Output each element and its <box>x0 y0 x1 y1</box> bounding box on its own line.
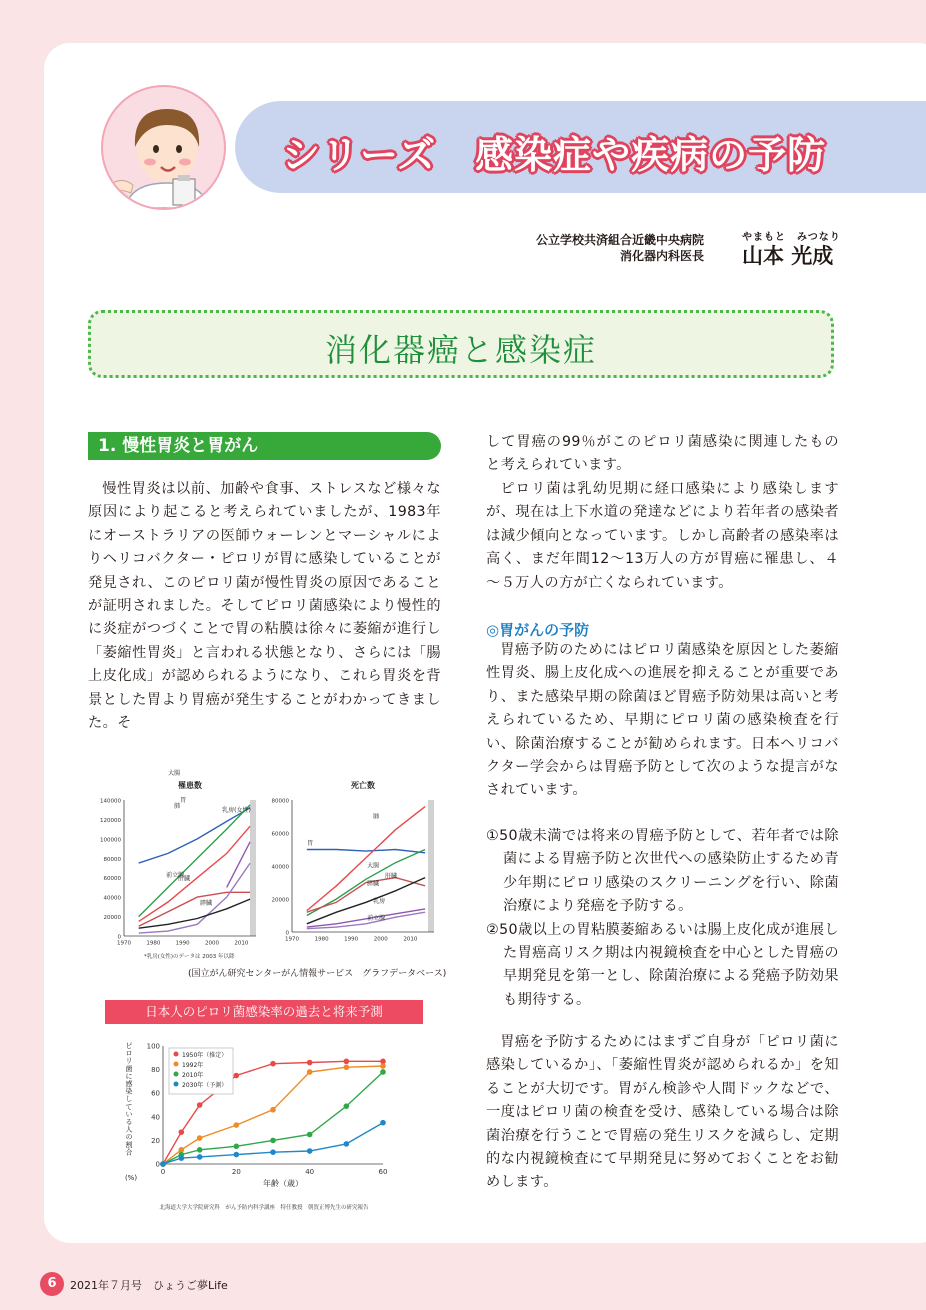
x-tick-label: 1980 <box>146 940 161 947</box>
body-paragraph-3: ピロリ菌は乳幼児期に経口感染により感染しますが、現在は上下水道の発達などにより若年者の感染者は減少傾向となっています。しかし高齢者の感染率は高く、まだ年間12～13万人の方が胃癌に罹患し、４～５万人の方が亡くなられています。 <box>486 481 839 591</box>
list-item: ②50歳以上の胃粘膜萎縮あるいは腸上皮化成が進展した胃癌高リスク期は内視鏡検査を中心とした胃癌の早期発見を第一とし、除菌治療による発癌予防効果も期待する。 <box>486 921 839 1008</box>
data-point <box>270 1149 276 1155</box>
y-tick-label: 80000 <box>103 856 121 863</box>
series-label: 膵臓 <box>367 880 380 888</box>
data-point <box>197 1135 203 1141</box>
topic-box <box>88 310 834 378</box>
series-line <box>139 805 250 917</box>
x-tick-label: 1990 <box>344 936 359 943</box>
affiliation-hospital: 公立学校共済組合近畿中央病院 <box>535 233 704 247</box>
y-axis-unit: (%) <box>124 1174 138 1182</box>
data-point <box>380 1120 386 1126</box>
series-label: 前立腺 <box>367 915 386 923</box>
body-paragraph-5: 胃癌を予防するためにはまずご自身が「ピロリ菌に感染しているか」、「萎縮性胃炎が認められるか」を知ることが大切です。胃がん検診や人間ドックなどで、一度はピロリ菌の検査を受け、感染している場合は除菌治療を行うことで胃癌の発生リスクを減らし、定期的な内視鏡検査にて早期発見に努めておくことをお勧めします。 <box>486 1034 839 1191</box>
data-point <box>380 1063 386 1069</box>
legend-swatch <box>174 1082 179 1087</box>
x-axis-label: 年齢（歳） <box>263 1179 303 1188</box>
list-item: ①50歳未満では将来の胃癌予防として、若年者では除菌による胃癌予防と次世代への感染防止するため青少年期にピロリ感染のスクリーニングを行い、除菌治療により発癌を予防する。 <box>486 828 839 915</box>
footer-issue: 2021年７月号 ひょうご夢Life <box>70 1279 228 1292</box>
latest-period-shade <box>250 800 256 936</box>
chart-svg <box>105 1026 423 1212</box>
data-point <box>344 1064 350 1070</box>
y-axis-label-char: 菌 <box>125 1064 133 1073</box>
legend-label: 2030年（予測） <box>182 1082 228 1089</box>
x-tick-label: 1970 <box>285 936 299 943</box>
pylori-graph-title: 日本人のピロリ菌感染率の過去と将来予測 <box>105 1000 423 1024</box>
y-tick-label: 140000 <box>100 798 121 805</box>
y-tick-label: 100 <box>146 1042 160 1051</box>
series-line <box>307 850 425 853</box>
x-tick-label: 2010 <box>403 936 418 943</box>
x-tick-label: 1970 <box>117 940 131 947</box>
data-point <box>344 1059 350 1065</box>
series-label: 肝臓 <box>178 875 191 883</box>
series-line <box>139 892 250 926</box>
body-paragraph-2: して胃癌の99％がこのピロリ菌感染に関連したものと考えられています。 <box>486 434 839 474</box>
x-tick-label: 0 <box>160 1168 166 1176</box>
section-heading: 1. 慢性胃炎と胃がん <box>88 432 441 460</box>
data-point <box>179 1129 185 1135</box>
data-point <box>270 1138 276 1144</box>
x-tick-label: 60 <box>378 1168 388 1176</box>
x-tick-label: 1990 <box>175 940 190 947</box>
chart-pylori <box>105 1026 423 1212</box>
legend-label: 1950年（推定） <box>182 1052 228 1059</box>
series-label: 胃 <box>307 839 314 847</box>
series-label: 大腸 <box>168 769 181 777</box>
y-tick-label: 60000 <box>103 876 121 883</box>
y-axis-label-char: リ <box>125 1057 133 1066</box>
series-label: 胃 <box>180 796 187 804</box>
author-furigana: やまもと みつなり <box>742 232 841 243</box>
y-tick-label: 20000 <box>271 897 289 904</box>
affiliation-position: 消化器内科医長 <box>619 249 704 263</box>
legend-swatch <box>174 1062 179 1067</box>
data-point <box>307 1060 313 1066</box>
series-label: 乳房(女性) <box>222 806 251 814</box>
y-tick-label: 0 <box>285 930 289 937</box>
series-line <box>307 878 425 924</box>
y-axis-label-char: ロ <box>125 1049 133 1058</box>
legend-swatch <box>174 1052 179 1057</box>
series-line <box>139 899 250 928</box>
chart-incidence <box>88 769 260 962</box>
y-tick-label: 60 <box>151 1089 160 1098</box>
page-number: 6 <box>40 1272 64 1296</box>
x-tick-label: 2010 <box>234 940 249 947</box>
y-tick-label: 0 <box>155 1160 160 1169</box>
chart-svg <box>88 769 260 962</box>
author-name: 山本 光成 <box>742 244 834 268</box>
y-axis-label-char: に <box>125 1072 133 1081</box>
chart-title: 死亡数 <box>351 781 375 790</box>
figure-credit: (国立がん研究センターがん情報サービス グラフデータベース) <box>188 969 447 979</box>
series-label: 肺 <box>174 803 181 811</box>
data-point <box>179 1155 185 1161</box>
series-label: 乳房 <box>373 897 386 905</box>
data-point <box>197 1154 203 1160</box>
data-point <box>344 1141 350 1147</box>
series-label: 膵臓 <box>200 900 213 908</box>
x-tick-label: 2000 <box>205 940 219 947</box>
data-point <box>234 1122 240 1128</box>
chart-source: 北海道大学大学院研究科 がん予防内科学講座 特任教授 朝賀正博先生の研究報告 <box>159 1205 369 1211</box>
data-point <box>234 1144 240 1150</box>
latest-period-shade <box>428 800 434 932</box>
series-line <box>139 808 250 863</box>
data-point <box>270 1107 276 1113</box>
data-point <box>307 1148 313 1154</box>
series-label: 肝臓 <box>385 872 398 880</box>
subheading-prevention: ◎胃がんの予防 <box>486 621 590 639</box>
x-tick-label: 20 <box>231 1168 241 1176</box>
legend-swatch <box>174 1072 179 1077</box>
y-tick-label: 20000 <box>103 915 121 922</box>
y-axis-label-char: の <box>125 1133 133 1142</box>
y-tick-label: 120000 <box>100 817 121 824</box>
series-line <box>307 912 425 929</box>
chart-mortality <box>262 772 440 950</box>
series-label: 大腸 <box>367 862 380 870</box>
y-axis-label-char: 染 <box>125 1087 133 1096</box>
y-axis-label-char: 合 <box>125 1148 133 1157</box>
y-tick-label: 40 <box>151 1113 160 1122</box>
y-axis-label-char: い <box>125 1110 133 1119</box>
y-axis-label-char: 感 <box>125 1080 133 1088</box>
series-title: シリーズ 感染症や疾病の予防 <box>282 133 827 177</box>
data-point <box>234 1073 240 1079</box>
chart-title: 罹患数 <box>178 781 202 790</box>
y-axis-label-char: ピ <box>125 1042 133 1050</box>
data-point <box>344 1103 350 1109</box>
y-axis-label-char: る <box>125 1118 133 1126</box>
data-point <box>380 1069 386 1075</box>
topic-title: 消化器癌と感染症 <box>324 331 597 369</box>
y-tick-label: 100000 <box>100 837 121 844</box>
x-tick-label: 1980 <box>314 936 329 943</box>
y-tick-label: 20 <box>151 1136 160 1145</box>
y-axis-label-char: て <box>125 1102 133 1111</box>
x-tick-label: 2000 <box>373 936 388 943</box>
x-tick-label: 40 <box>305 1168 315 1176</box>
series-line <box>307 807 425 911</box>
y-axis-label-char: 割 <box>125 1140 133 1149</box>
chart-note: *乳房(女性)のデータは 2003 年以降 <box>144 954 235 960</box>
body-paragraph-1: 慢性胃炎は以前、加齢や食事、ストレスなど様々な原因により起こると考えられていましたが、1983年にオーストラリアの医師ウォーレンとマーシャルによりヘリコバクター・ピロリが胃に感染していることが発見され、このピロリ菌が慢性胃炎の原因であることが証明されました。そしてピロリ菌感染により慢性的に炎症がつづくことで胃の粘膜は徐々に萎縮が進行し「萎縮性胃炎」と言われる状態となり、さらには「腸上皮化成」が認められるようになり、これら胃炎を背景とした胃より胃癌が発生することがわかってきました。そ <box>88 481 441 732</box>
y-axis-label-char: 人 <box>125 1125 133 1134</box>
series-label: 肺 <box>373 813 380 821</box>
y-tick-label: 80000 <box>271 798 289 805</box>
y-axis-label-char: し <box>125 1095 133 1104</box>
y-tick-label: 40000 <box>271 864 289 871</box>
series-line <box>163 1123 383 1164</box>
data-point <box>160 1161 166 1167</box>
chart-svg <box>262 772 440 950</box>
body-paragraph-4: 胃癌予防のためにはピロリ菌感染を原因とした萎縮性胃炎、腸上皮化成への進展を抑えることが重要であり、また感染早期の除菌ほど胃癌予防効果は高いと考えられているため、早期にピロリ菌の感染検査を行い、除菌治療することが勧められます。日本ヘリコバクター学会からは胃癌予防として次のような提言がなされています。 <box>486 642 839 799</box>
data-point <box>307 1069 313 1075</box>
author-affiliation <box>536 232 704 264</box>
doctor-avatar-icon <box>101 85 226 210</box>
series-label: 前立腺 <box>166 872 185 880</box>
y-tick-label: 80 <box>151 1066 160 1075</box>
data-point <box>197 1102 203 1108</box>
data-point <box>307 1132 313 1138</box>
legend-label: 2010年 <box>182 1072 204 1079</box>
data-point <box>270 1061 276 1067</box>
y-tick-label: 0 <box>117 934 121 941</box>
y-tick-label: 40000 <box>103 895 121 902</box>
recommendation-list <box>486 825 839 1012</box>
legend-label: 1992年 <box>182 1062 204 1069</box>
data-point <box>234 1152 240 1158</box>
pylori-graph-card <box>105 1000 423 1212</box>
data-point <box>197 1147 203 1153</box>
y-tick-label: 60000 <box>271 831 289 838</box>
